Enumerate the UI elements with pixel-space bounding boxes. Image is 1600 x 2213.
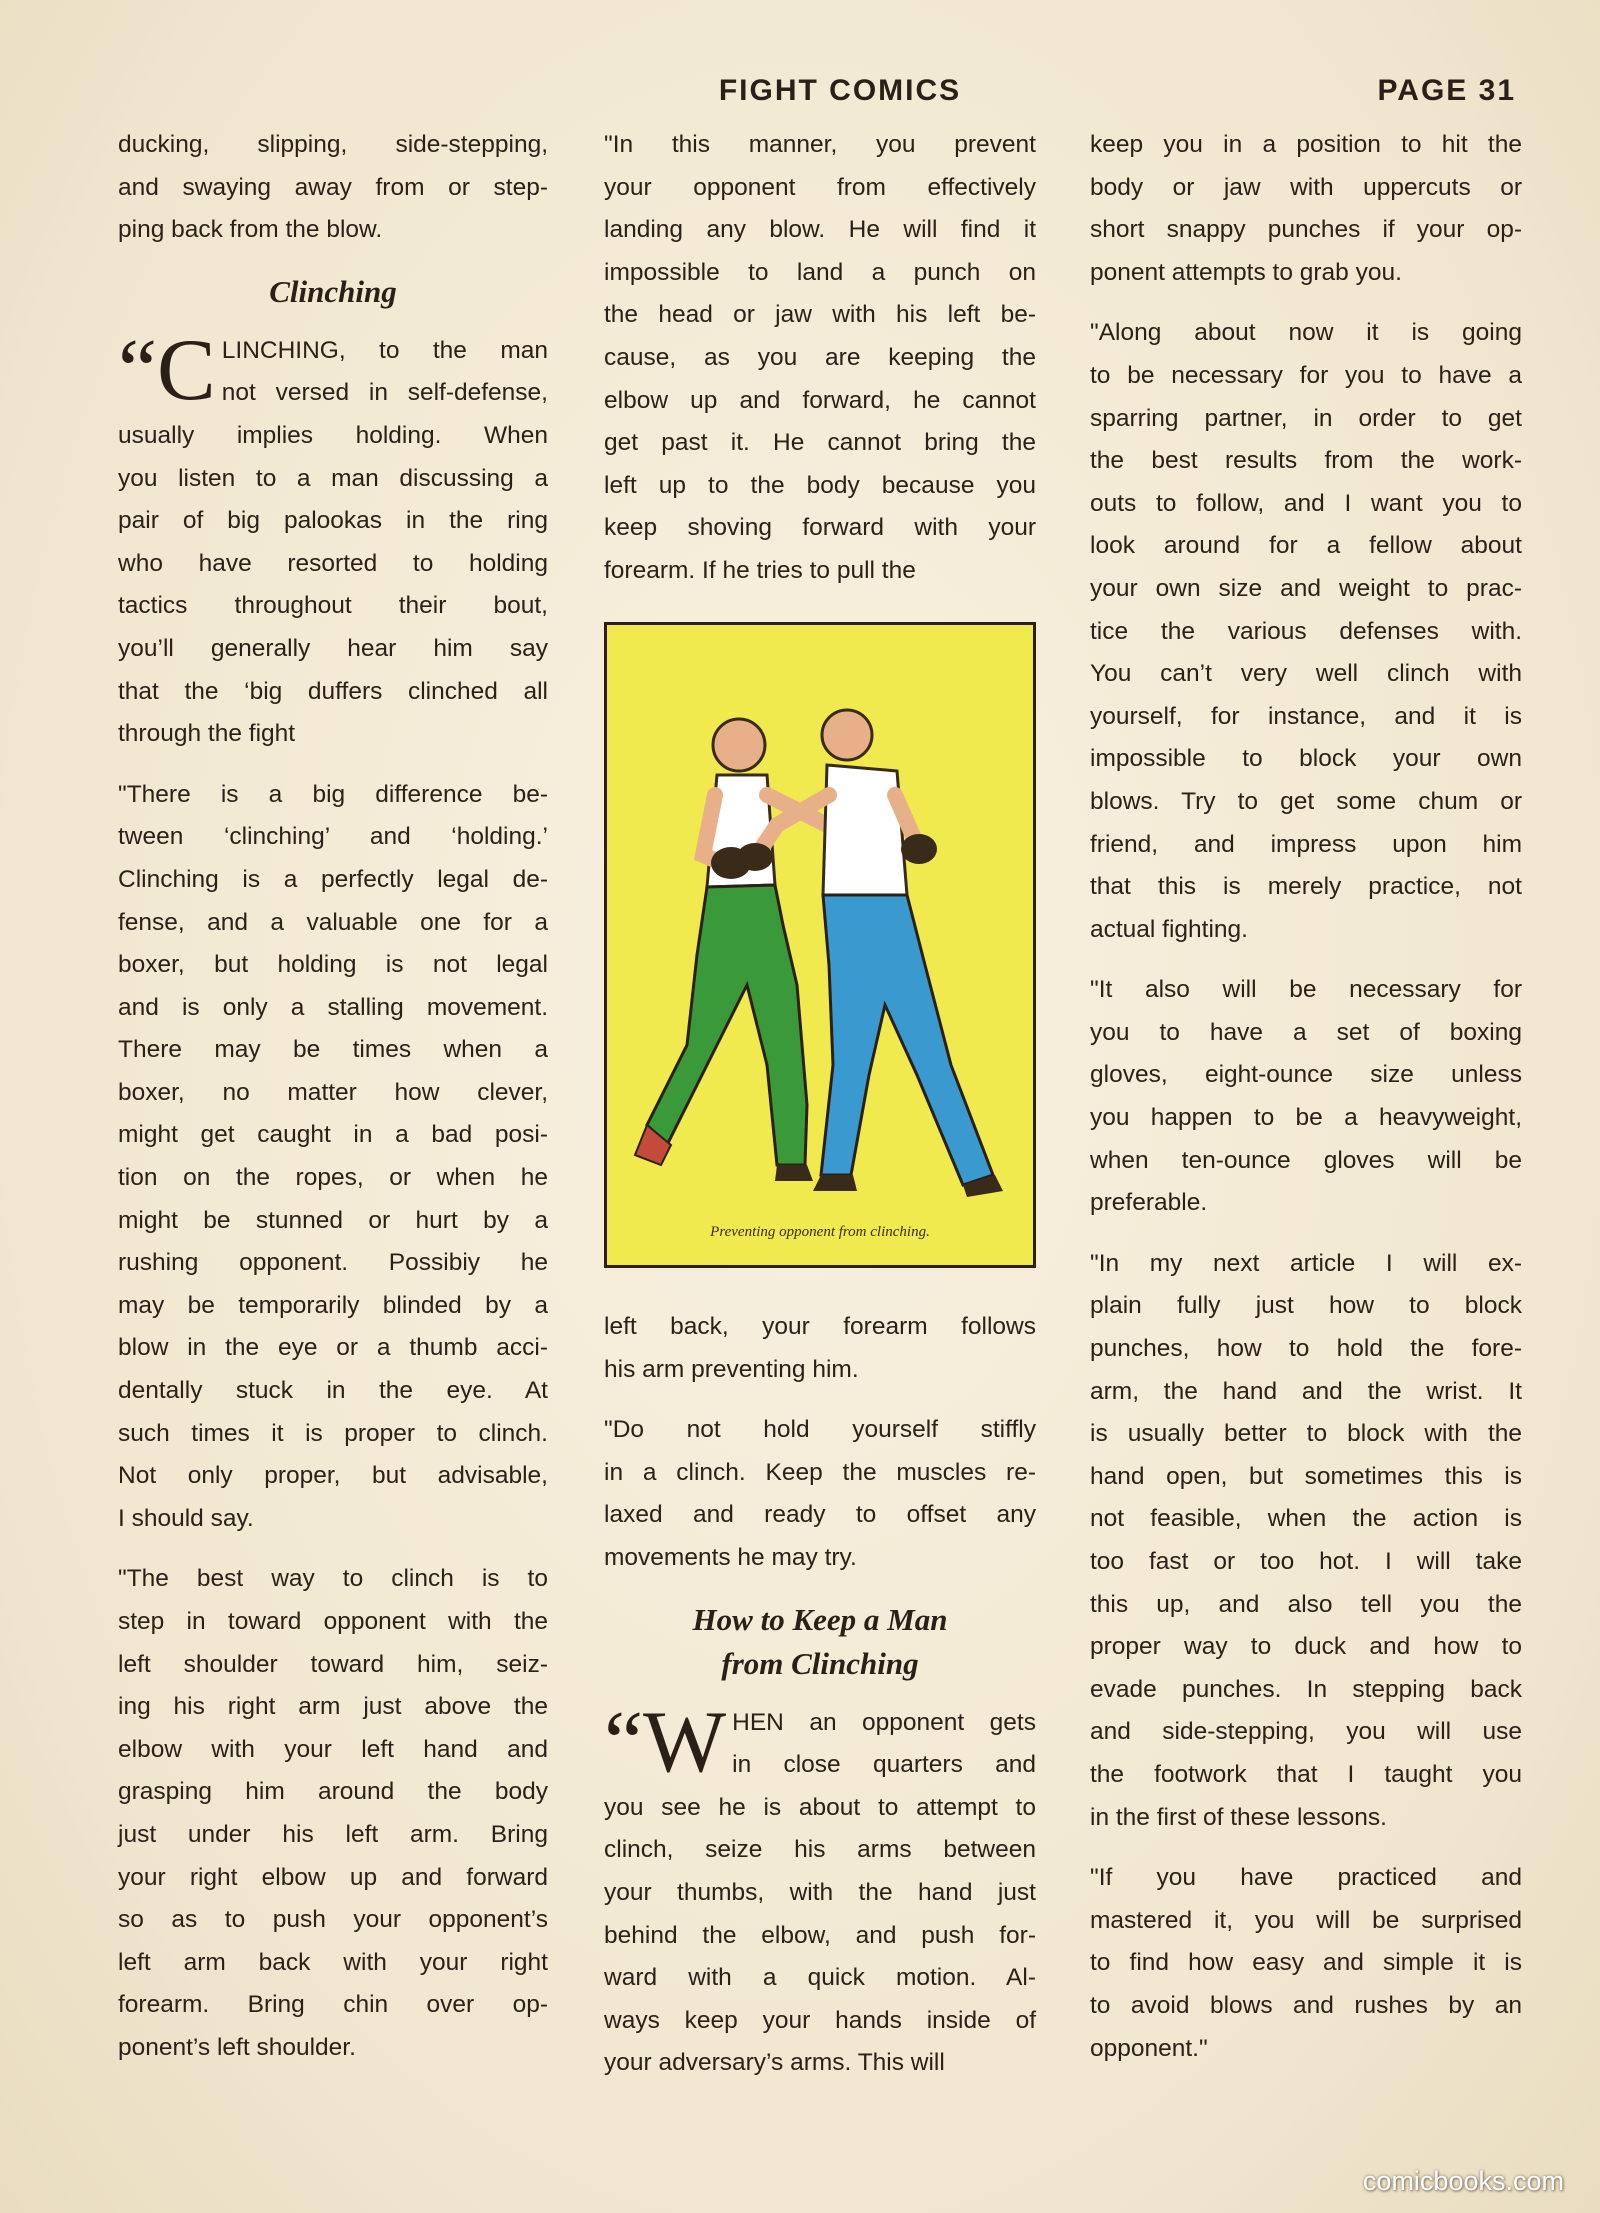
text-line: and is only a stalling movement. xyxy=(118,993,548,1021)
text-line: such times it is proper to clinch. xyxy=(118,1419,548,1447)
text-line: "In my next article I will ex- xyxy=(1090,1249,1522,1277)
paragraph-dropcap xyxy=(604,1693,1036,2085)
paragraph xyxy=(1090,312,1522,951)
text-line: in the first of these lessons. xyxy=(1090,1803,1387,1831)
section-heading-clinching: Clinching xyxy=(269,273,397,309)
text-line: elbow with your left hand and xyxy=(118,1735,548,1763)
text-line: laxed and ready to offset any xyxy=(604,1501,1036,1529)
text-line: when ten-ounce gloves will be xyxy=(1090,1146,1522,1174)
text-line: tice the various defenses with. xyxy=(1090,617,1522,645)
boxers-illustration xyxy=(607,625,1033,1265)
text-line: in close quarters and xyxy=(732,1751,1036,1779)
column-1 xyxy=(118,124,548,2088)
text-line: proper way to duck and how to xyxy=(1090,1633,1522,1661)
column-2-lower xyxy=(604,1306,1036,2103)
text-line: you to have a set of boxing xyxy=(1090,1018,1522,1046)
paragraph xyxy=(1090,1857,1522,2070)
text-line: impossible to block your own xyxy=(1090,745,1522,773)
section-heading-keep-from-clinching xyxy=(604,1598,1036,1686)
text-line: "Along about now it is going xyxy=(1090,319,1522,347)
text-line: the best results from the work- xyxy=(1090,447,1522,475)
text-line: usually implies holding. When xyxy=(118,421,548,449)
text-line: keep you in a position to hit the xyxy=(1090,131,1522,158)
text-line: sparring partner, in order to get xyxy=(1090,404,1522,432)
text-line: not feasible, when the action is xyxy=(1090,1505,1522,1533)
text-line: and swaying away from or step- xyxy=(118,173,548,201)
text-line: "Do not hold yourself stiffly xyxy=(604,1416,1036,1444)
text-line: to be necessary for you to have a xyxy=(1090,361,1522,389)
text-line: you’ll generally hear him say xyxy=(118,634,548,662)
paragraph-dropcap xyxy=(118,321,548,756)
text-line: pair of big palookas in the ring xyxy=(118,507,548,535)
text-line: outs to follow, and I want you to xyxy=(1090,489,1522,517)
text-line: boxer, but holding is not legal xyxy=(118,951,548,979)
drop-cap: “W xyxy=(604,1693,727,1791)
text-line: just under his left arm. Bring xyxy=(118,1820,548,1848)
text-line: might get caught in a bad posi- xyxy=(118,1121,548,1149)
text-line: fense, and a valuable one for a xyxy=(118,908,548,936)
text-line: evade punches. In stepping back xyxy=(1090,1675,1522,1703)
paragraph xyxy=(1090,124,1522,294)
paragraph xyxy=(118,774,548,1541)
paragraph xyxy=(1090,969,1522,1225)
text-line: your opponent from effectively xyxy=(604,173,1036,201)
figure-caption: Preventing opponent from clinching. xyxy=(710,1224,930,1240)
text-line: who have resorted to holding xyxy=(118,549,548,577)
text-line: rushing opponent. Possibiy he xyxy=(118,1249,548,1277)
text-line: tactics throughout their bout, xyxy=(118,592,548,620)
paragraph xyxy=(604,1409,1036,1579)
text-line: Not only proper, but advisable, xyxy=(118,1462,548,1490)
text-line: "There is a big difference be- xyxy=(118,780,548,808)
text-line: cause, as you are keeping the xyxy=(604,343,1036,371)
text-line: his arm preventing him. xyxy=(604,1355,859,1383)
text-line: look around for a fellow about xyxy=(1090,532,1522,560)
text-line: There may be times when a xyxy=(118,1036,548,1064)
text-line: grasping him around the body xyxy=(118,1778,548,1806)
text-line: through the fight xyxy=(118,720,296,748)
text-line: left shoulder toward him, seiz- xyxy=(118,1650,548,1678)
text-line: yourself, for instance, and it is xyxy=(1090,702,1522,730)
page-number: PAGE 31 xyxy=(1377,74,1516,107)
text-line: to find how easy and simple it is xyxy=(1090,1949,1522,1977)
column-3 xyxy=(1090,124,1522,2088)
text-line: plain fully just how to block xyxy=(1090,1292,1522,1320)
text-line: in a clinch. Keep the muscles re- xyxy=(604,1458,1036,1486)
text-line: body or jaw with uppercuts or xyxy=(1090,173,1522,201)
text-line: that this is merely practice, not xyxy=(1090,873,1522,901)
text-line: ward with a quick motion. Al- xyxy=(604,1964,1036,1992)
paragraph xyxy=(604,124,1036,593)
text-line: your thumbs, with the hand just xyxy=(604,1878,1036,1906)
illustration-boxers-clinching xyxy=(604,622,1036,1268)
text-line: ponent attempts to grab you. xyxy=(1090,258,1402,286)
text-line: preferable. xyxy=(1090,1189,1208,1217)
text-line: friend, and impress upon him xyxy=(1090,830,1522,858)
text-line: I should say. xyxy=(118,1504,254,1532)
text-line: this up, and also tell you the xyxy=(1090,1590,1522,1618)
text-line: may be temporarily blinded by a xyxy=(118,1291,548,1319)
text-line: your right elbow up and forward xyxy=(118,1863,548,1891)
text-line: left up to the body because you xyxy=(604,471,1036,499)
paragraph xyxy=(118,1558,548,2069)
text-line: you see he is about to attempt to xyxy=(604,1793,1036,1821)
text-line: not versed in self-defense, xyxy=(221,379,548,407)
page-header-title: FIGHT COMICS xyxy=(718,74,962,107)
text-line: hand open, but sometimes this is xyxy=(1090,1462,1522,1490)
text-line: so as to push your opponent’s xyxy=(118,1906,548,1934)
text-line: forearm. If he tries to pull the xyxy=(604,556,916,584)
watermark: comicbooks.com xyxy=(1362,2166,1564,2196)
text-line: Clinching is a perfectly legal de- xyxy=(118,865,548,893)
text-line: ponent’s left shoulder. xyxy=(118,2033,356,2061)
text-line: gloves, eight-ounce size unless xyxy=(1090,1061,1522,1089)
text-line: punches, how to hold the fore- xyxy=(1090,1335,1522,1363)
drop-cap: “C xyxy=(118,321,216,419)
text-line: keep shoving forward with your xyxy=(604,514,1036,542)
text-line: LINCHING, to the man xyxy=(221,336,548,364)
text-line: blow in the eye or a thumb acci- xyxy=(118,1334,548,1362)
heading-line: from Clinching xyxy=(721,1645,919,1681)
text-line: the head or jaw with his left be- xyxy=(604,301,1036,329)
text-line: dentally stuck in the eye. At xyxy=(118,1377,548,1405)
text-line: is usually better to block with the xyxy=(1090,1420,1522,1448)
text-line: "The best way to clinch is to xyxy=(118,1565,548,1593)
text-line: tween ‘clinching’ and ‘holding.’ xyxy=(118,823,548,851)
text-line: you listen to a man discussing a xyxy=(118,464,548,492)
text-line: elbow up and forward, he cannot xyxy=(604,386,1036,414)
text-line: tion on the ropes, or when he xyxy=(118,1164,548,1192)
text-line: blows. Try to get some chum or xyxy=(1090,787,1522,815)
text-line: the footwork that I taught you xyxy=(1090,1760,1522,1788)
text-line: actual fighting. xyxy=(1090,915,1248,943)
text-line: step in toward opponent with the xyxy=(118,1608,548,1635)
text-line: your own size and weight to prac- xyxy=(1090,574,1522,602)
text-line: impossible to land a punch on xyxy=(604,258,1036,286)
text-line: that the ‘big duffers clinched all xyxy=(118,677,548,705)
text-line: "If you have practiced and xyxy=(1090,1864,1522,1892)
text-line: landing any blow. He will find it xyxy=(604,216,1036,244)
text-line: get past it. He cannot bring the xyxy=(604,429,1036,457)
text-line: your adversary’s arms. This will xyxy=(604,2049,945,2077)
text-line: boxer, no matter how clever, xyxy=(118,1078,548,1106)
text-line: to avoid blows and rushes by an xyxy=(1090,1991,1522,2019)
text-line: ways keep your hands inside of xyxy=(604,2006,1036,2034)
text-line: ing his right arm just above the xyxy=(118,1693,548,1721)
paragraph xyxy=(604,1306,1036,1391)
column-2 xyxy=(604,124,1036,611)
heading-line: How to Keep a Man xyxy=(692,1601,948,1637)
text-line: You can’t very well clinch with xyxy=(1090,660,1522,688)
text-line: left back, your forearm follows xyxy=(604,1313,1036,1340)
text-line: short snappy punches if your op- xyxy=(1090,216,1522,244)
text-line: you happen to be a heavyweight, xyxy=(1090,1104,1522,1132)
paragraph xyxy=(1090,1243,1522,1839)
text-line: ducking, slipping, side-stepping, xyxy=(118,131,548,158)
text-line: HEN an opponent gets xyxy=(732,1708,1036,1736)
text-line: mastered it, you will be surprised xyxy=(1090,1906,1522,1934)
text-line: movements he may try. xyxy=(604,1543,857,1571)
text-line: behind the elbow, and push for- xyxy=(604,1921,1036,1949)
text-line: too fast or too hot. I will take xyxy=(1090,1548,1522,1575)
text-line: might be stunned or hurt by a xyxy=(118,1206,548,1234)
text-line: arm, the hand and the wrist. It xyxy=(1090,1377,1522,1405)
paragraph xyxy=(118,124,548,252)
text-line: ping back from the blow. xyxy=(118,216,383,244)
text-line: forearm. Bring chin over op- xyxy=(118,1991,548,2019)
text-line: "It also will be necessary for xyxy=(1090,976,1522,1004)
text-line: opponent." xyxy=(1090,2034,1208,2062)
text-line: "In this manner, you prevent xyxy=(604,131,1036,158)
text-line: clinch, seize his arms between xyxy=(604,1836,1036,1864)
text-line: left arm back with your right xyxy=(118,1948,548,1976)
text-line: and side-stepping, you will use xyxy=(1090,1718,1522,1746)
